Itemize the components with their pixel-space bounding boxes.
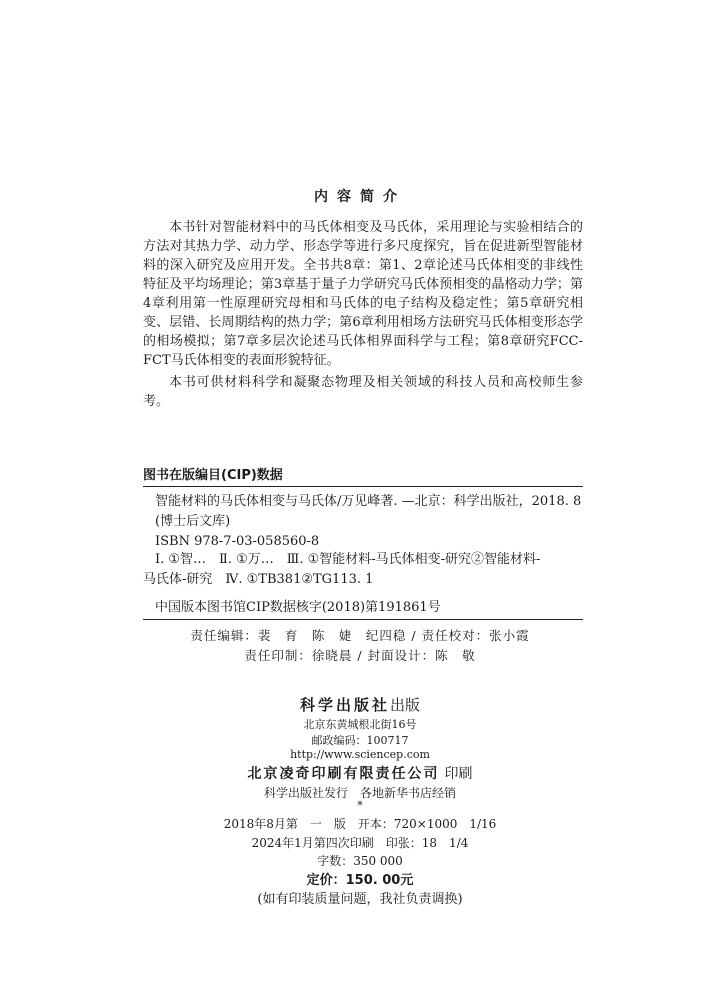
publisher-line <box>0 694 720 715</box>
publisher-name: 科学出版社 <box>299 696 390 714</box>
quality-note: (如有印装质量问题，我社负责调换) <box>257 892 463 907</box>
intro-body <box>143 218 583 411</box>
publisher-postcode: 邮政编码：100717 <box>311 734 409 747</box>
printing-line: 2024年1月第四次印刷 印张：18 1/4 <box>251 836 469 850</box>
cip-series-line: (博士后文库) <box>155 514 231 529</box>
word-count-line: 字数：350 000 <box>317 854 403 868</box>
edition-line: 2018年8月第 一 版 开本：720×1000 1/16 <box>223 817 497 831</box>
publisher-url: http://www.sciencep.com <box>290 748 430 761</box>
cip-class-line-2: 马氏体-研究 Ⅳ. ①TB381②TG113. 1 <box>143 572 374 587</box>
intro-title: 内容简介 <box>314 189 406 205</box>
printer-name: 北京凌奇印刷有限责任公司 <box>247 766 440 782</box>
separator-star: * <box>357 799 363 812</box>
publisher-suffix: 出版 <box>390 696 421 714</box>
intro-paragraph-2: 本书可供材料科学和凝聚态物理及相关领域的科技人员和高校师生参考。 <box>143 375 583 409</box>
printer-suffix: 印刷 <box>444 766 473 782</box>
printer-line <box>0 763 720 783</box>
cip-top-rule <box>143 486 583 487</box>
cip-bottom-rule <box>143 619 583 620</box>
distribution-line: 科学出版社发行 各地新华书店经销 <box>263 786 456 800</box>
publisher-address: 北京东黄城根北街16号 <box>303 718 417 731</box>
credits-line-1: 责任编辑：裴 育 陈 婕 纪四稳 / 责任校对：张小霞 <box>190 628 530 643</box>
cip-heading: 图书在版编目(CIP)数据 <box>143 468 283 483</box>
cip-title-line: 智能材料的马氏体相变与马氏体/万见峰著. —北京：科学出版社，2018. 8 <box>155 494 582 509</box>
intro-paragraph-1: 本书针对智能材料中的马氏体相变及马氏体，采用理论与实验相结合的方法对其热力学、动力学、形态学等进行多尺度探究，旨在促进新型智能材料的深入研究及应用开发。全书共8章：第1、2章论述马氏体相变的非线性特征及平均场理论；第3章基于量子力学研究马氏体预相变的晶格动力学；第4章利用第一性原理研究母相和马氏体的电子结构及稳定性；第5章研究相变、层错、长周期结构的热力学；第6章利用相场方法研究马氏体相变形态学的相场模拟；第7章多层次论述马氏体相界面科学与工程；第8章研究FCC-FCT马氏体相变的表面形貌特征。 <box>143 220 583 368</box>
cip-class-line-1: Ⅰ. ①智… Ⅱ. ①万… Ⅲ. ①智能材料-马氏体相变-研究②智能材料- <box>155 552 541 567</box>
cip-isbn-line: ISBN 978-7-03-058560-8 <box>155 534 320 549</box>
cip-check-number: 中国版本图书馆CIP数据核字(2018)第191861号 <box>155 600 441 615</box>
price-line: 定价：150. 00元 <box>306 873 414 888</box>
credits-line-2: 责任印制：徐晓晨 / 封面设计：陈 敬 <box>244 648 476 663</box>
